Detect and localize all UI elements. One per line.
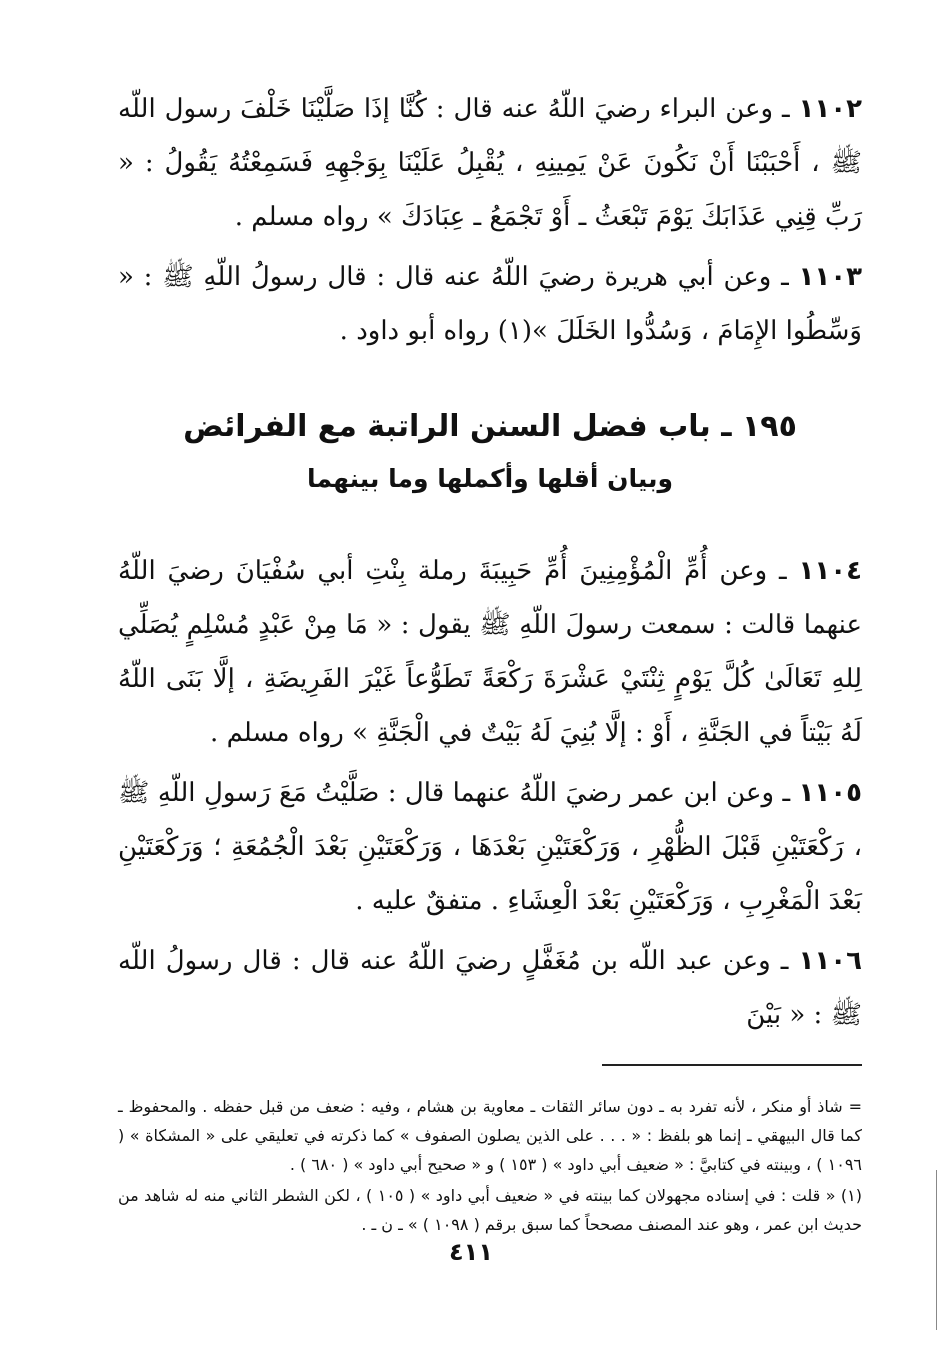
hadith-text: ـ وعن ابن عمر رضيَ اللّهُ عنهما قال : صَلَّيْتُ مَعَ رَسولِ اللّهِ ﷺ ، رَكْعَتَيْنِ قَبْلَ الظُّهْرِ ، وَرَكْعَتَيْنِ بَعْدَهَا ، وَرَكْعَتَيْنِ بَعْدَ الْجُمُعَةِ ؛ وَرَكْعَتَيْنِ بَعْدَ الْمَغْرِبِ ، وَرَكْعَتَيْنِ بَعْدَ الْعِشَاءِ . متفقٌ عليه . [118,778,862,916]
chapter-title: ١٩٥ ـ باب فضل السنن الراتبة مع الفرائض [183,409,797,444]
chapter-heading [118,400,862,504]
hadith-1106 [118,934,862,1042]
page-body [118,82,862,1241]
hadith-1104 [118,544,862,760]
hadith-number: ١١٠٢ [798,94,862,124]
footnote-1: (١) « قلت : في إسناده مجهولان كما بينته في « ضعيف أبي داود » ( ١٠٥ ) ، لكن الشطر الثاني منه له شاهد من حديث ابن عمر ، وهو عند المصنف مصححاً كما سبق برقم ( ١٠٩٨ ) » ـ ن ـ . [118,1186,863,1234]
hadith-number: ١١٠٤ [798,556,862,586]
hadith-number: ١١٠٦ [798,946,862,976]
hadith-1103 [118,250,862,358]
hadith-text: ـ وعن البراء رضيَ اللّهُ عنه قال : كُنَّا إذَا صَلَّيْنَا خَلْفَ رسول اللّه ﷺ ، أَحْبَبْنَا أَنْ نَكُونَ عَنْ يَمِينِهِ ، يُقْبِلُ عَلَيْنَا بِوَجْهِهِ فَسَمِعْتُهُ يَقُولُ : « رَبِّ قِنِي عَذَابَكَ يَوْمَ تَبْعَثُ ـ أَوْ تَجْمَعُ ـ عِبَادَكَ » رواه مسلم . [118,94,862,232]
page-number: ٤١١ [449,1238,493,1266]
margin-rule [936,1170,937,1330]
hadith-text: ـ وعن أُمِّ الْمُؤْمِنِينَ أُمِّ حَبِيبَةَ رملة بِنْتِ أبي سُفْيَانَ رضيَ اللّهُ عنهما قالت : سمعت رسولَ اللّهِ ﷺ يقول : « مَا مِنْ عَبْدٍ مُسْلِمٍ يُصَلِّي لِلهِ تَعَالَىٰ كُلَّ يَوْمٍ ثِنْتَيْ عَشْرَةَ رَكْعَةً تَطَوُّعاً غَيْرَ الفَرِيضَةِ ، إلَّا بَنَى اللّهُ لَهُ بَيْتاً في الجَنَّةِ ، أَوْ : إلَّا بُنِيَ لَهُ بَيْتٌ في الْجَنَّةِ » رواه مسلم . [118,556,862,748]
hadith-text: ـ وعن عبد اللّه بن مُغَفَّلٍ رضيَ اللّهُ عنه قال : قال رسولُ اللّه ﷺ : « بَيْنَ [118,946,862,1030]
hadith-number: ١١٠٥ [798,778,862,808]
footnotes [118,1092,862,1239]
hadith-number: ١١٠٣ [798,262,862,292]
footnote-separator [602,1064,862,1066]
footnote-continued: = شاذ أو منكر ، لأنه تفرد به ـ دون سائر الثقات ـ معاوية بن هشام ، وفيه : ضعف من قبل حفظه . والمحفوظ ـ كما قال البيهقي ـ إنما هو بلفظ : « . . . على الذين يصلون الصفوف » كما ذكرته في تعليقي على « المشكاة » ( ١٠٩٦ ) ، وبينته في كتابيَّ : « ضعيف أبي داود » ( ١٥٣ ) و « صحيح أبي داود » ( ٦٨٠ ) . [118,1097,862,1174]
hadith-1105 [118,766,862,928]
chapter-subtitle: وبيان أقلها وأكملها وما بينهما [306,464,674,493]
hadith-text: ـ وعن أبي هريرة رضيَ اللّهُ عنه قال : قال رسولُ اللّهِ ﷺ : « وَسِّطُوا الإِمَامَ ، وَسُدُّوا الخَلَلَ »(١) رواه أبو داود . [118,262,862,346]
hadith-1102 [118,82,862,244]
